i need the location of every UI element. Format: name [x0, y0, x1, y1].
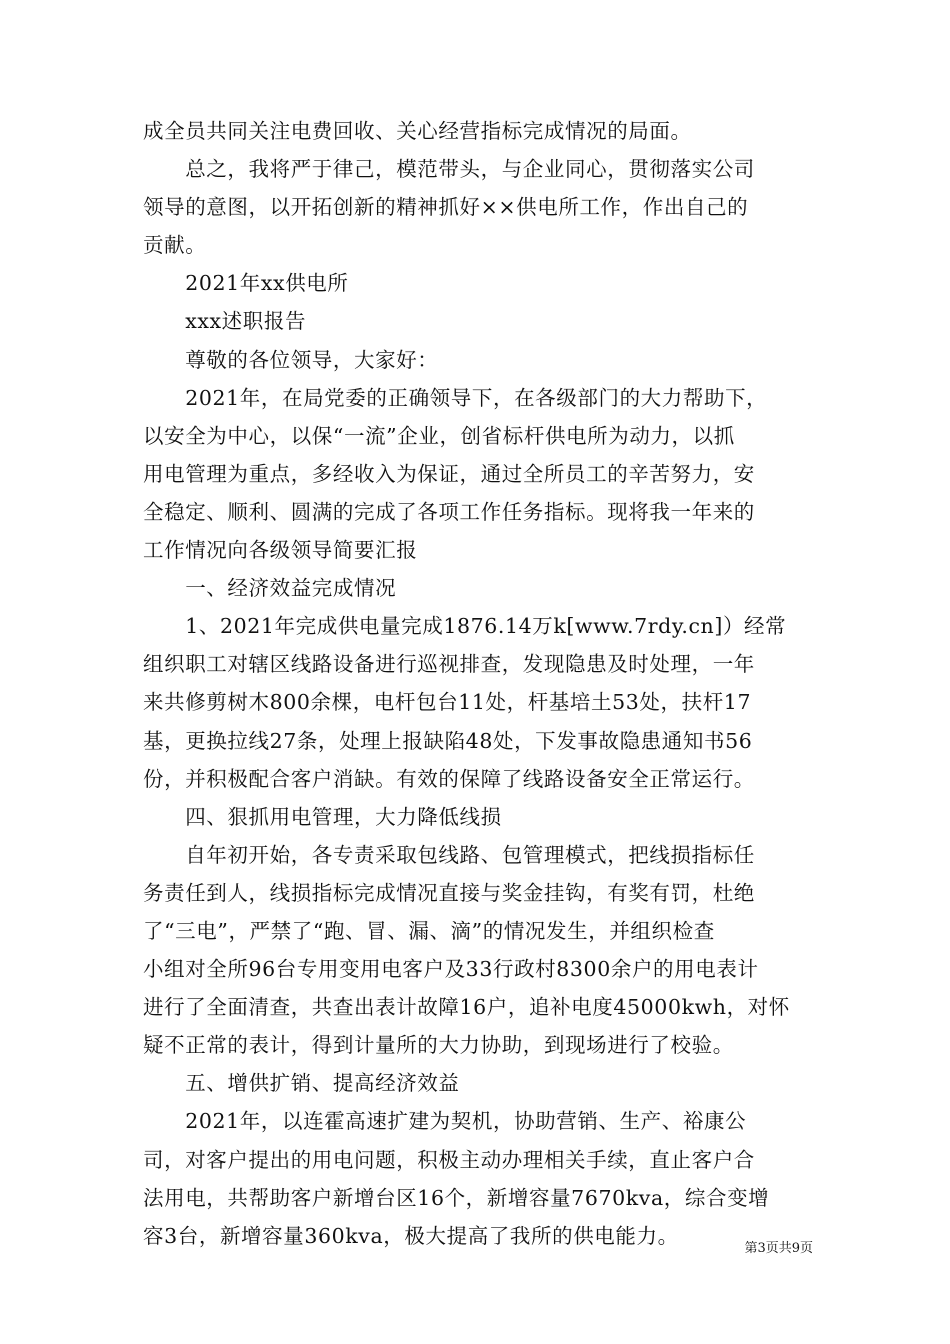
text-line: 全稳定、顺利、圆满的完成了各项工作任务指标。现将我一年来的: [143, 499, 755, 524]
text-line: 2021年，以连霍高速扩建为契机，协助营销、生产、裕康公: [143, 1109, 747, 1134]
text-line: 贡献。: [143, 233, 207, 258]
text-line: 以安全为中心，以保“一流”企业，创省标杆供电所为动力，以抓: [143, 423, 735, 448]
text-line: 组织职工对辖区线路设备进行巡视排查，发现隐患及时处理，一年: [143, 652, 755, 677]
text-line: 总之，我将严于律己，模范带头，与企业同心，贯彻落实公司: [143, 157, 755, 182]
text-line: 法用电，共帮助客户新增台区16个，新增容量7670kva，综合变增: [143, 1185, 770, 1210]
text-line: 尊敬的各位领导，大家好：: [143, 347, 439, 372]
text-line: 四、狠抓用电管理，大力降低线损: [143, 804, 502, 829]
text-line: 工作情况向各级领导简要汇报: [143, 538, 418, 563]
page-number-footer: 第3页共9页: [744, 1241, 813, 1256]
text-line: 务责任到人，线损指标完成情况直接与奖金挂钩，有奖有罚，杜绝: [143, 880, 755, 905]
text-line: 2021年，在局党委的正确领导下，在各级部门的大力帮助下，: [143, 385, 768, 410]
text-line: 来共修剪树木800余棵，电杆包台11处，杆基培土53处，扶杆17: [143, 690, 752, 715]
text-line: 一、经济效益完成情况: [143, 576, 397, 601]
text-line: 自年初开始，各专责采取包线路、包管理模式，把线损指标任: [143, 842, 755, 867]
text-line: 了“三电”，严禁了“跑、冒、漏、滴”的情况发生，并组织检查: [143, 918, 715, 943]
text-line: 1、2021年完成供电量完成1876.14万k[www.7rdy.cn]）经常: [143, 614, 787, 639]
text-line: xxx述职报告: [143, 309, 307, 334]
text-line: 疑不正常的表计，得到计量所的大力协助，到现场进行了校验。: [143, 1033, 734, 1058]
text-line: 小组对全所96台专用变用电客户及33行政村8300余户的用电表计: [143, 957, 759, 982]
text-line: 份，并积极配合客户消缺。有效的保障了线路设备安全正常运行。: [143, 766, 755, 791]
text-line: 基，更换拉线27条，处理上报缺陷48处，下发事故隐患通知书56: [143, 728, 753, 753]
text-line: 2021年xx供电所: [143, 271, 349, 296]
text-line: 用电管理为重点，多经收入为保证，通过全所员工的辛苦努力，安: [143, 461, 755, 486]
text-line: 五、增供扩销、提高经济效益: [143, 1071, 460, 1096]
text-line: 领导的意图，以开拓创新的精神抓好××供电所工作，作出自己的: [143, 195, 749, 220]
text-line: 司，对客户提出的用电问题，积极主动办理相关手续，直止客户合: [143, 1147, 755, 1172]
text-line: 容3台，新增容量360kva，极大提高了我所的供电能力。: [143, 1223, 679, 1248]
text-line: 成全员共同关注电费回收、关心经营指标完成情况的局面。: [143, 119, 692, 143]
text-line: 进行了全面清查，共查出表计故障16户，追补电度45000kwh，对怀: [143, 995, 790, 1020]
document-body: [143, 112, 807, 1255]
